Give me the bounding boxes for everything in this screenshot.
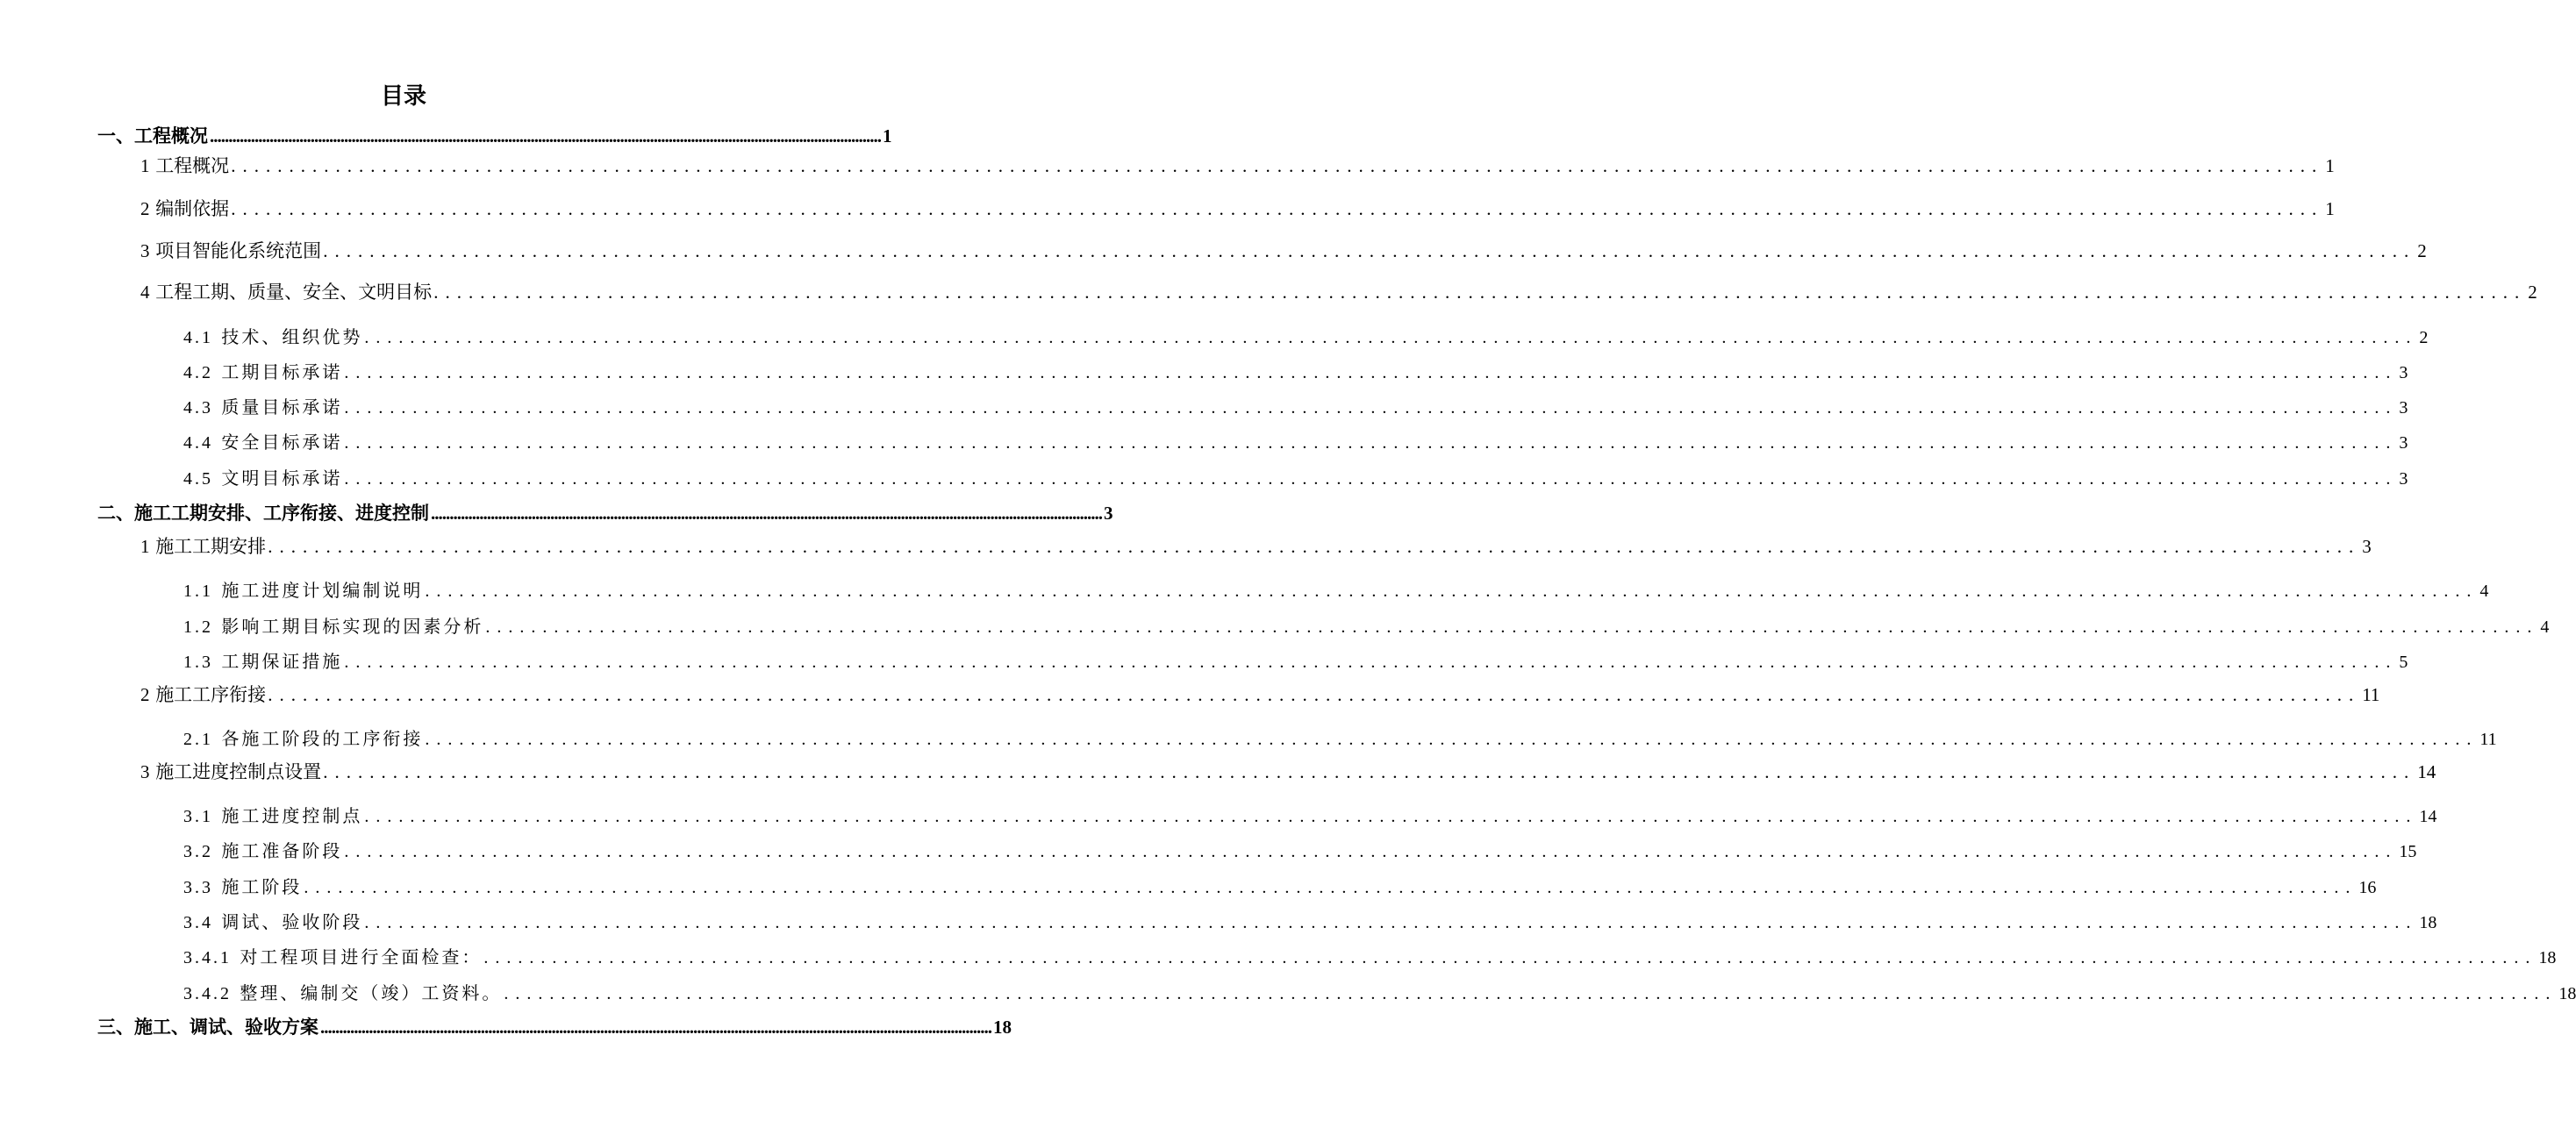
toc-entry-level3[interactable] (183, 941, 2557, 971)
toc-entry-label: 文明目标承诺 (221, 468, 343, 489)
toc-entry-number: 3 (140, 761, 150, 782)
toc-entry-number: 4.5 (183, 469, 213, 489)
toc-page-number: 18 (2558, 984, 2576, 1003)
toc-entry-label: 编制依据 (155, 198, 230, 219)
toc-leader: .................................................................................................................................................................................... (431, 503, 1102, 524)
toc-entry-label: 对工程项目进行全面检查： (240, 946, 483, 967)
toc-entry-number: 1.3 (183, 653, 213, 672)
toc-page-number: 11 (2362, 684, 2380, 705)
toc-entry-level3[interactable] (183, 610, 2550, 640)
toc-entry-label: 二、施工工期安排、工序衔接、进度控制 (97, 503, 429, 524)
toc-leader: .................................................................................................................................................................................... (483, 948, 2537, 967)
toc-leader: .................................................................................................................................................................................... (304, 878, 2358, 897)
toc-entry-label: 施工准备阶段 (221, 840, 343, 861)
toc-entry-level3[interactable] (183, 462, 2408, 492)
toc-leader: .................................................................................................................................................................................... (323, 761, 2416, 782)
toc-page-number: 1 (2325, 155, 2335, 176)
toc-entry-level3[interactable] (183, 723, 2497, 753)
toc-leader: .................................................................................................................................................................................... (268, 684, 2361, 705)
toc-entry-level3[interactable] (183, 321, 2429, 351)
toc-entry-label: 各施工阶段的工序衔接 (221, 728, 424, 749)
toc-entry-level3[interactable] (183, 646, 2408, 675)
toc-leader: .................................................................................................................................................................................... (364, 913, 2418, 932)
toc-leader: .................................................................................................................................................................................... (323, 240, 2416, 261)
toc-page-number: 2 (2417, 240, 2427, 261)
toc-entry-number: 4.2 (183, 363, 213, 382)
toc-page-number: 3 (1104, 503, 1113, 524)
toc-entry-level3[interactable] (183, 906, 2437, 936)
toc-entry-label: 整理、编制交（竣）工资料。 (240, 982, 503, 1003)
toc-leader: .................................................................................................................................................................................... (344, 842, 2398, 861)
toc-entry-number: 3 (140, 240, 150, 261)
toc-page-number: 3 (2399, 363, 2408, 382)
toc-leader: .................................................................................................................................................................................... (320, 1017, 991, 1038)
toc-entry-label: 工程工期、质量、安全、文明目标 (155, 282, 433, 303)
toc-leader: .................................................................................................................................................................................... (425, 582, 2479, 601)
toc-leader: .................................................................................................................................................................................... (344, 653, 2398, 672)
toc-entry-level3[interactable] (183, 426, 2408, 456)
toc-entry-label: 一、工程概况 (97, 125, 208, 146)
toc-entry-number: 3.4.1 (183, 948, 232, 967)
toc-entry-number: 4.4 (183, 433, 213, 453)
toc-leader: .................................................................................................................................................................................... (344, 398, 2398, 418)
toc-leader: .................................................................................................................................................................................... (344, 363, 2398, 382)
toc-entry-number: 1 (140, 536, 150, 557)
toc-entry-number: 3.3 (183, 878, 213, 897)
toc-entry-number: 4 (140, 282, 150, 303)
toc-page-number: 2 (2528, 282, 2537, 303)
toc-entry-level2[interactable] (140, 530, 2372, 560)
toc-entry-level3[interactable] (183, 800, 2437, 830)
toc-leader: .................................................................................................................................................................................... (364, 807, 2418, 826)
toc-entry-label: 施工进度计划编制说明 (221, 580, 424, 601)
toc-page-number: 3 (2399, 433, 2408, 453)
toc-entry-level2[interactable] (140, 275, 2537, 305)
toc-leader: .................................................................................................................................................................................... (210, 125, 881, 146)
toc-page-number: 2 (2419, 328, 2429, 347)
toc-entry-number: 4.1 (183, 328, 213, 347)
toc-page-number: 3 (2399, 398, 2408, 418)
toc-leader: .................................................................................................................................................................................... (344, 433, 2398, 453)
toc-entry-level3[interactable] (183, 575, 2489, 604)
toc-entry-level1[interactable] (97, 496, 1113, 526)
toc-entry-level1[interactable] (97, 119, 892, 149)
toc-entry-label: 影响工期目标实现的因素分析 (221, 616, 484, 637)
toc-leader: .................................................................................................................................................................................... (344, 469, 2398, 489)
toc-entry-number: 4.3 (183, 398, 213, 418)
toc-entry-level2[interactable] (140, 149, 2335, 179)
toc-page-number: 3 (2362, 536, 2372, 557)
toc-entry-level3[interactable] (183, 356, 2408, 386)
toc-entry-label: 质量目标承诺 (221, 396, 343, 418)
toc-entry-label: 调试、验收阶段 (221, 911, 363, 932)
toc-entry-label: 技术、组织优势 (221, 326, 363, 347)
toc-page-number: 18 (2419, 913, 2437, 932)
toc-entry-label: 工期保证措施 (221, 651, 343, 672)
toc-entry-label: 工期目标承诺 (221, 361, 343, 382)
toc-page-number: 3 (2399, 469, 2408, 489)
toc-page-number: 4 (2479, 582, 2489, 601)
toc-leader: .................................................................................................................................................................................... (485, 617, 2539, 637)
toc-entry-number: 2 (140, 684, 150, 705)
toc-entry-number: 3.4 (183, 913, 213, 932)
toc-entry-number: 2.1 (183, 730, 213, 749)
toc-entry-label: 施工进度控制点 (221, 805, 363, 826)
toc-entry-level3[interactable] (183, 835, 2417, 865)
toc-title: 目录 (380, 83, 426, 110)
toc-leader: .................................................................................................................................................................................... (231, 155, 2324, 176)
toc-page-number: 18 (993, 1017, 1012, 1038)
toc-leader: .................................................................................................................................................................................... (433, 282, 2527, 303)
toc-entry-number: 2 (140, 198, 150, 219)
toc-page-number: 14 (2417, 761, 2436, 782)
toc-leader: .................................................................................................................................................................................... (504, 984, 2558, 1003)
toc-page-number: 5 (2399, 653, 2408, 672)
toc-page-number: 11 (2479, 730, 2497, 749)
toc-entry-level2[interactable] (140, 678, 2380, 708)
toc-page-number: 16 (2358, 878, 2377, 897)
toc-entry-level3[interactable] (183, 977, 2576, 1007)
toc-entry-level2[interactable] (140, 755, 2436, 785)
toc-entry-number: 3.2 (183, 842, 213, 861)
toc-entry-level2[interactable] (140, 234, 2427, 264)
toc-page-number: 18 (2538, 948, 2557, 967)
toc-entry-number: 1.2 (183, 617, 213, 637)
toc-entry-label: 施工阶段 (221, 876, 303, 897)
toc-page-number: 14 (2419, 807, 2437, 826)
toc-entry-level2[interactable] (140, 192, 2335, 222)
toc-page-number: 4 (2540, 617, 2550, 637)
toc-entry-label: 项目智能化系统范围 (155, 240, 322, 261)
toc-entry-label: 施工进度控制点设置 (155, 761, 322, 782)
toc-entry-label: 三、施工、调试、验收方案 (97, 1017, 318, 1038)
toc-entry-level1[interactable] (97, 1010, 1012, 1040)
toc-leader: .................................................................................................................................................................................... (364, 328, 2418, 347)
toc-entry-number: 1 (140, 155, 150, 176)
toc-page-number: 1 (883, 125, 892, 146)
toc-entry-label: 施工工序衔接 (155, 684, 267, 705)
toc-entry-level3[interactable] (183, 391, 2408, 421)
toc-entry-label: 施工工期安排 (155, 536, 267, 557)
toc-page-number: 1 (2325, 198, 2335, 219)
toc-leader: .................................................................................................................................................................................... (268, 536, 2361, 557)
toc-entry-label: 工程概况 (155, 155, 230, 176)
toc-entry-number: 3.1 (183, 807, 213, 826)
toc-entry-number: 3.4.2 (183, 984, 232, 1003)
toc-leader: .................................................................................................................................................................................... (425, 730, 2479, 749)
toc-entry-number: 1.1 (183, 582, 213, 601)
toc-entry-label: 安全目标承诺 (221, 432, 343, 453)
toc-entry-level3[interactable] (183, 871, 2377, 901)
toc-leader: .................................................................................................................................................................................... (231, 198, 2324, 219)
toc-page-number: 15 (2399, 842, 2417, 861)
